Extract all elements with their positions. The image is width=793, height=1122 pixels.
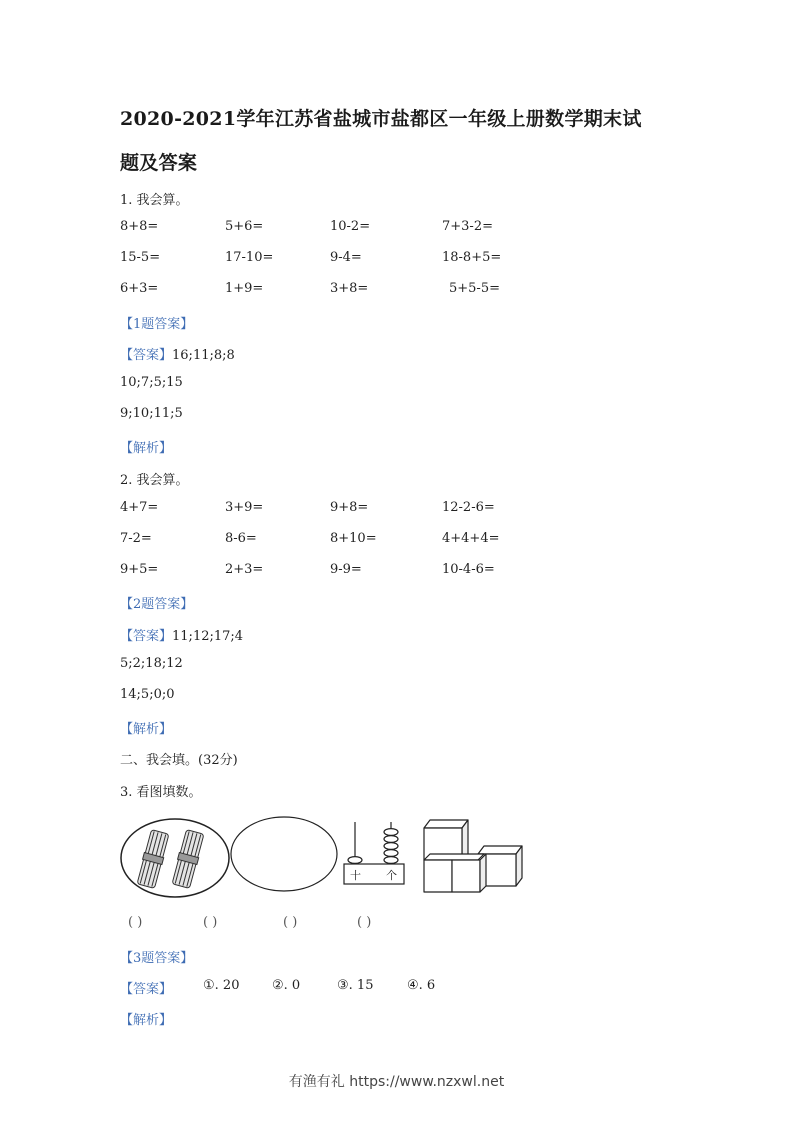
q2-answer-label: 【答案】 (120, 629, 173, 644)
q2-expr: 9+5= (120, 562, 159, 577)
q3-answer-tag: 【3题答案】 (120, 951, 194, 966)
q3-blank[interactable]: ( ) (357, 915, 372, 930)
q3-answer: ④. 6 (407, 978, 436, 993)
q1-answer-values: 16;11;8;8 (172, 348, 235, 363)
q1-expr: 9-4= (330, 250, 362, 265)
page-title-line-1: 2020-2021学年江苏省盐城市盐都区一年级上册数学期末试 (120, 108, 642, 130)
q2-expr: 8+10= (330, 531, 377, 546)
q3-analysis: 【解析】 (120, 1013, 173, 1028)
section-heading: 二、我会填。(32分) (120, 753, 238, 768)
q2-answer-line-1 (120, 625, 243, 644)
q2-answer-line-3: 14;5;0;0 (120, 687, 175, 702)
q2-expr: 8-6= (225, 531, 257, 546)
q3-blank[interactable]: ( ) (283, 915, 298, 930)
q2-answer-line-2: 5;2;18;12 (120, 656, 183, 671)
q1-answer-label: 【答案】 (120, 348, 173, 363)
cubes-icon (424, 820, 522, 892)
q1-answer-line-3: 9;10;11;5 (120, 406, 183, 421)
q1-expr: 3+8= (330, 281, 369, 296)
q1-expr: 5+5-5= (449, 281, 500, 296)
stick-bundle-icon (171, 829, 205, 888)
q2-expr: 4+4+4= (442, 531, 500, 546)
q1-analysis: 【解析】 (120, 441, 173, 456)
q2-expr: 10-4-6= (442, 562, 495, 577)
q2-expr: 2+3= (225, 562, 264, 577)
q2-analysis: 【解析】 (120, 722, 173, 737)
q1-expr: 8+8= (120, 219, 159, 234)
q1-expr: 7+3-2= (442, 219, 493, 234)
empty-ellipse (231, 817, 337, 891)
q2-expr: 9+8= (330, 500, 369, 515)
q2-expr: 7-2= (120, 531, 152, 546)
q3-figure (118, 814, 528, 900)
q1-expr: 6+3= (120, 281, 159, 296)
q1-expr: 1+9= (225, 281, 264, 296)
abacus-label-ones: 个 (386, 869, 397, 882)
q1-answer-tag: 【1题答案】 (120, 317, 194, 332)
q3-answer: ②. 0 (272, 978, 301, 993)
q3-blank[interactable]: ( ) (203, 915, 218, 930)
q2-expr: 3+9= (225, 500, 264, 515)
q1-expr: 17-10= (225, 250, 274, 265)
q2-expr: 4+7= (120, 500, 159, 515)
q1-answer-line-1 (120, 344, 235, 363)
q3-blank[interactable]: ( ) (128, 915, 143, 930)
q1-expr: 18-8+5= (442, 250, 502, 265)
q2-answer-tag: 【2题答案】 (120, 597, 194, 612)
q2-expr: 9-9= (330, 562, 362, 577)
q1-answer-line-2: 10;7;5;15 (120, 375, 183, 390)
q2-expr: 12-2-6= (442, 500, 495, 515)
ellipse-with-bundles (121, 819, 229, 897)
q1-heading: 1. 我会算。 (120, 193, 189, 208)
footer-watermark: 有渔有礼 https://www.nzxwl.net (288, 1074, 505, 1090)
q1-expr: 5+6= (225, 219, 264, 234)
q1-expr: 15-5= (120, 250, 161, 265)
stick-bundle-icon (136, 829, 170, 888)
q2-answer-values: 11;12;17;4 (172, 629, 244, 644)
page-title-line-2: 题及答案 (120, 152, 198, 174)
q1-expr: 10-2= (330, 219, 371, 234)
abacus-label-tens: 十 (350, 869, 361, 882)
q2-heading: 2. 我会算。 (120, 473, 189, 488)
q3-answer: ③. 15 (337, 978, 374, 993)
q3-answer-label: 【答案】 (120, 982, 173, 997)
q3-heading: 3. 看图填数。 (120, 785, 202, 800)
q3-answer: ①. 20 (203, 978, 240, 993)
